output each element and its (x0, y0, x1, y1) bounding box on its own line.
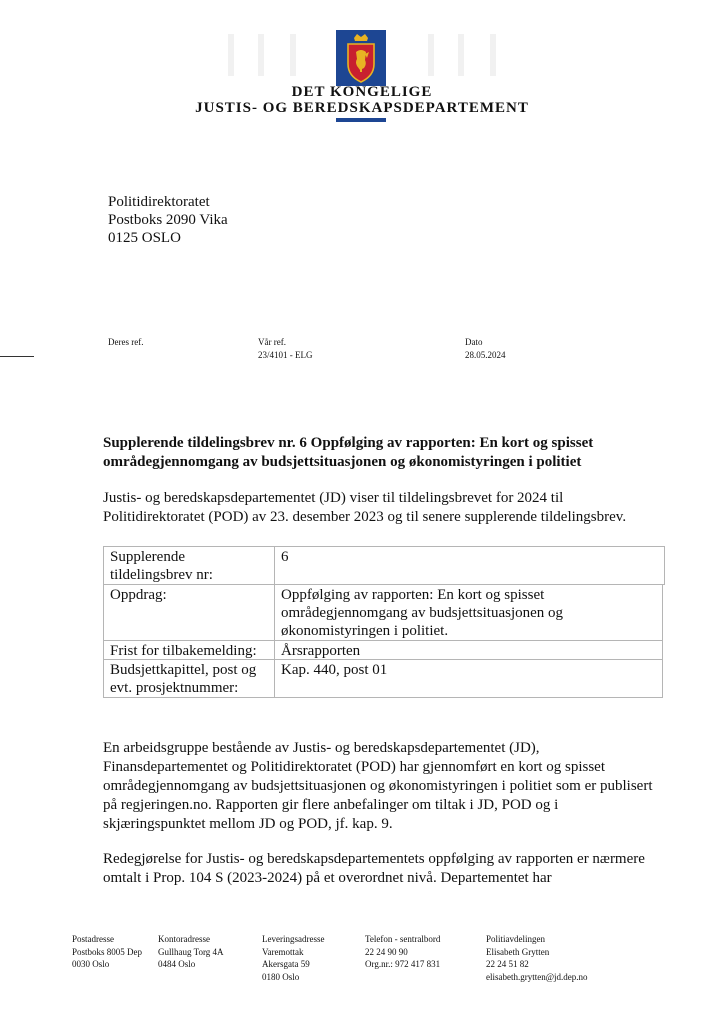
footer-line: 0030 Oslo (72, 959, 110, 969)
watermark-bar (228, 34, 234, 76)
footer-line: Elisabeth Grytten (486, 946, 550, 957)
footer-line: Akersgata 59 (262, 959, 310, 969)
footer-line: 22 24 90 90 (365, 946, 408, 957)
footer-leveringsadresse (262, 933, 324, 983)
table-row-value: Oppfølging av rapporten: En kort og spisset områdegjennomgang av budsjettsituasjonen og økonomistyringen i politiet. (274, 584, 663, 641)
footer-line: 22 24 51 82 (486, 959, 529, 969)
footer-line: 0180 Oslo (262, 971, 300, 982)
table-row-value: 6 (274, 546, 665, 585)
royal-coat-of-arms-icon (336, 30, 386, 86)
recipient-name: Politidirektoratet (108, 194, 210, 210)
footer-email[interactable]: elisabeth.grytten@jd.dep.no (486, 971, 588, 982)
dato-value: 28.05.2024 (465, 350, 506, 360)
dept-name-line2: JUSTIS- OG BEREDSKAPSDEPARTEMENT (195, 100, 529, 116)
table-row-value: Kap. 440, post 01 (274, 659, 663, 698)
table-row-value: Årsrapporten (274, 640, 663, 660)
footer-line: Varemottak (262, 946, 304, 957)
recipient-address: Postboks 2090 Vika (108, 212, 228, 228)
table-row-label: Frist for tilbakemelding: (103, 640, 275, 660)
footer-label: Leveringsadresse (262, 934, 325, 944)
var-ref-value: 23/4101 - ELG (258, 350, 313, 360)
fold-mark (0, 356, 34, 357)
dept-name-line1: DET KONGELIGE (291, 84, 433, 100)
watermark-bar (290, 34, 296, 76)
watermark-bar (428, 34, 434, 76)
letter-subject: Supplerende tildelingsbrev nr. 6 Oppfølging av rapporten: En kort og spisset områdegjennomgang av budsjettsituasjonen og økonomistyringen i politiet (103, 435, 594, 470)
footer-line: Postboks 8005 Dep (72, 946, 143, 957)
footer-line: 0484 Oslo (158, 959, 196, 969)
table-row-label: Supplerende tildelingsbrev nr: (103, 546, 275, 585)
paragraph-follow-up: Redegjørelse for Justis- og beredskapsdepartementets oppfølging av rapporten er nærmere omtalt i Prop. 104 S (2023-2024) på et overordnet nivå. Departementet har (103, 851, 645, 886)
footer-avdeling (486, 933, 588, 983)
watermark-bar (258, 34, 264, 76)
footer-postadresse (72, 933, 142, 971)
footer-telefon (365, 933, 440, 971)
table-row-label: Budsjettkapittel, post og evt. prosjektnummer: (103, 659, 275, 698)
footer-label: Kontoradresse (158, 934, 210, 944)
watermark-bar (490, 34, 496, 76)
watermark-bar (458, 34, 464, 76)
dato-label: Dato (465, 337, 483, 347)
dept-rule (336, 118, 386, 122)
deres-ref-label: Deres ref. (108, 337, 144, 347)
var-ref-label: Vår ref. (258, 337, 286, 347)
footer-line: Org.nr.: 972 417 831 (365, 959, 441, 969)
footer-line: Gullhaug Torg 4A (158, 946, 224, 957)
paragraph-intro: Justis- og beredskapsdepartementet (JD) viser til tildelingsbrevet for 2024 til Politidirektoratet (POD) av 23. desember 2023 og til senere supplerende tildelingsbrev. (103, 490, 627, 525)
table-row-label: Oppdrag: (103, 584, 275, 641)
recipient-postcode: 0125 OSLO (108, 230, 181, 246)
footer-label: Telefon - sentralbord (365, 934, 441, 944)
paragraph-working-group: En arbeidsgruppe bestående av Justis- og beredskapsdepartementet (JD), Finansdepartementet og Politidirektoratet (POD) har gjennomført en kort og spisset områdegjennomgang av budsjettsituasjonen og økonomistyringen i politiet som er publisert på regjeringen.no. Rapporten gir flere anbefalinger om tiltak i JD, POD og i skjæringspunktet mellom JD og POD, jf. kap. 9. (103, 740, 653, 832)
footer-label: Postadresse (72, 934, 114, 944)
footer-label: Politiavdelingen (486, 934, 545, 944)
footer-kontoradresse (158, 933, 224, 971)
